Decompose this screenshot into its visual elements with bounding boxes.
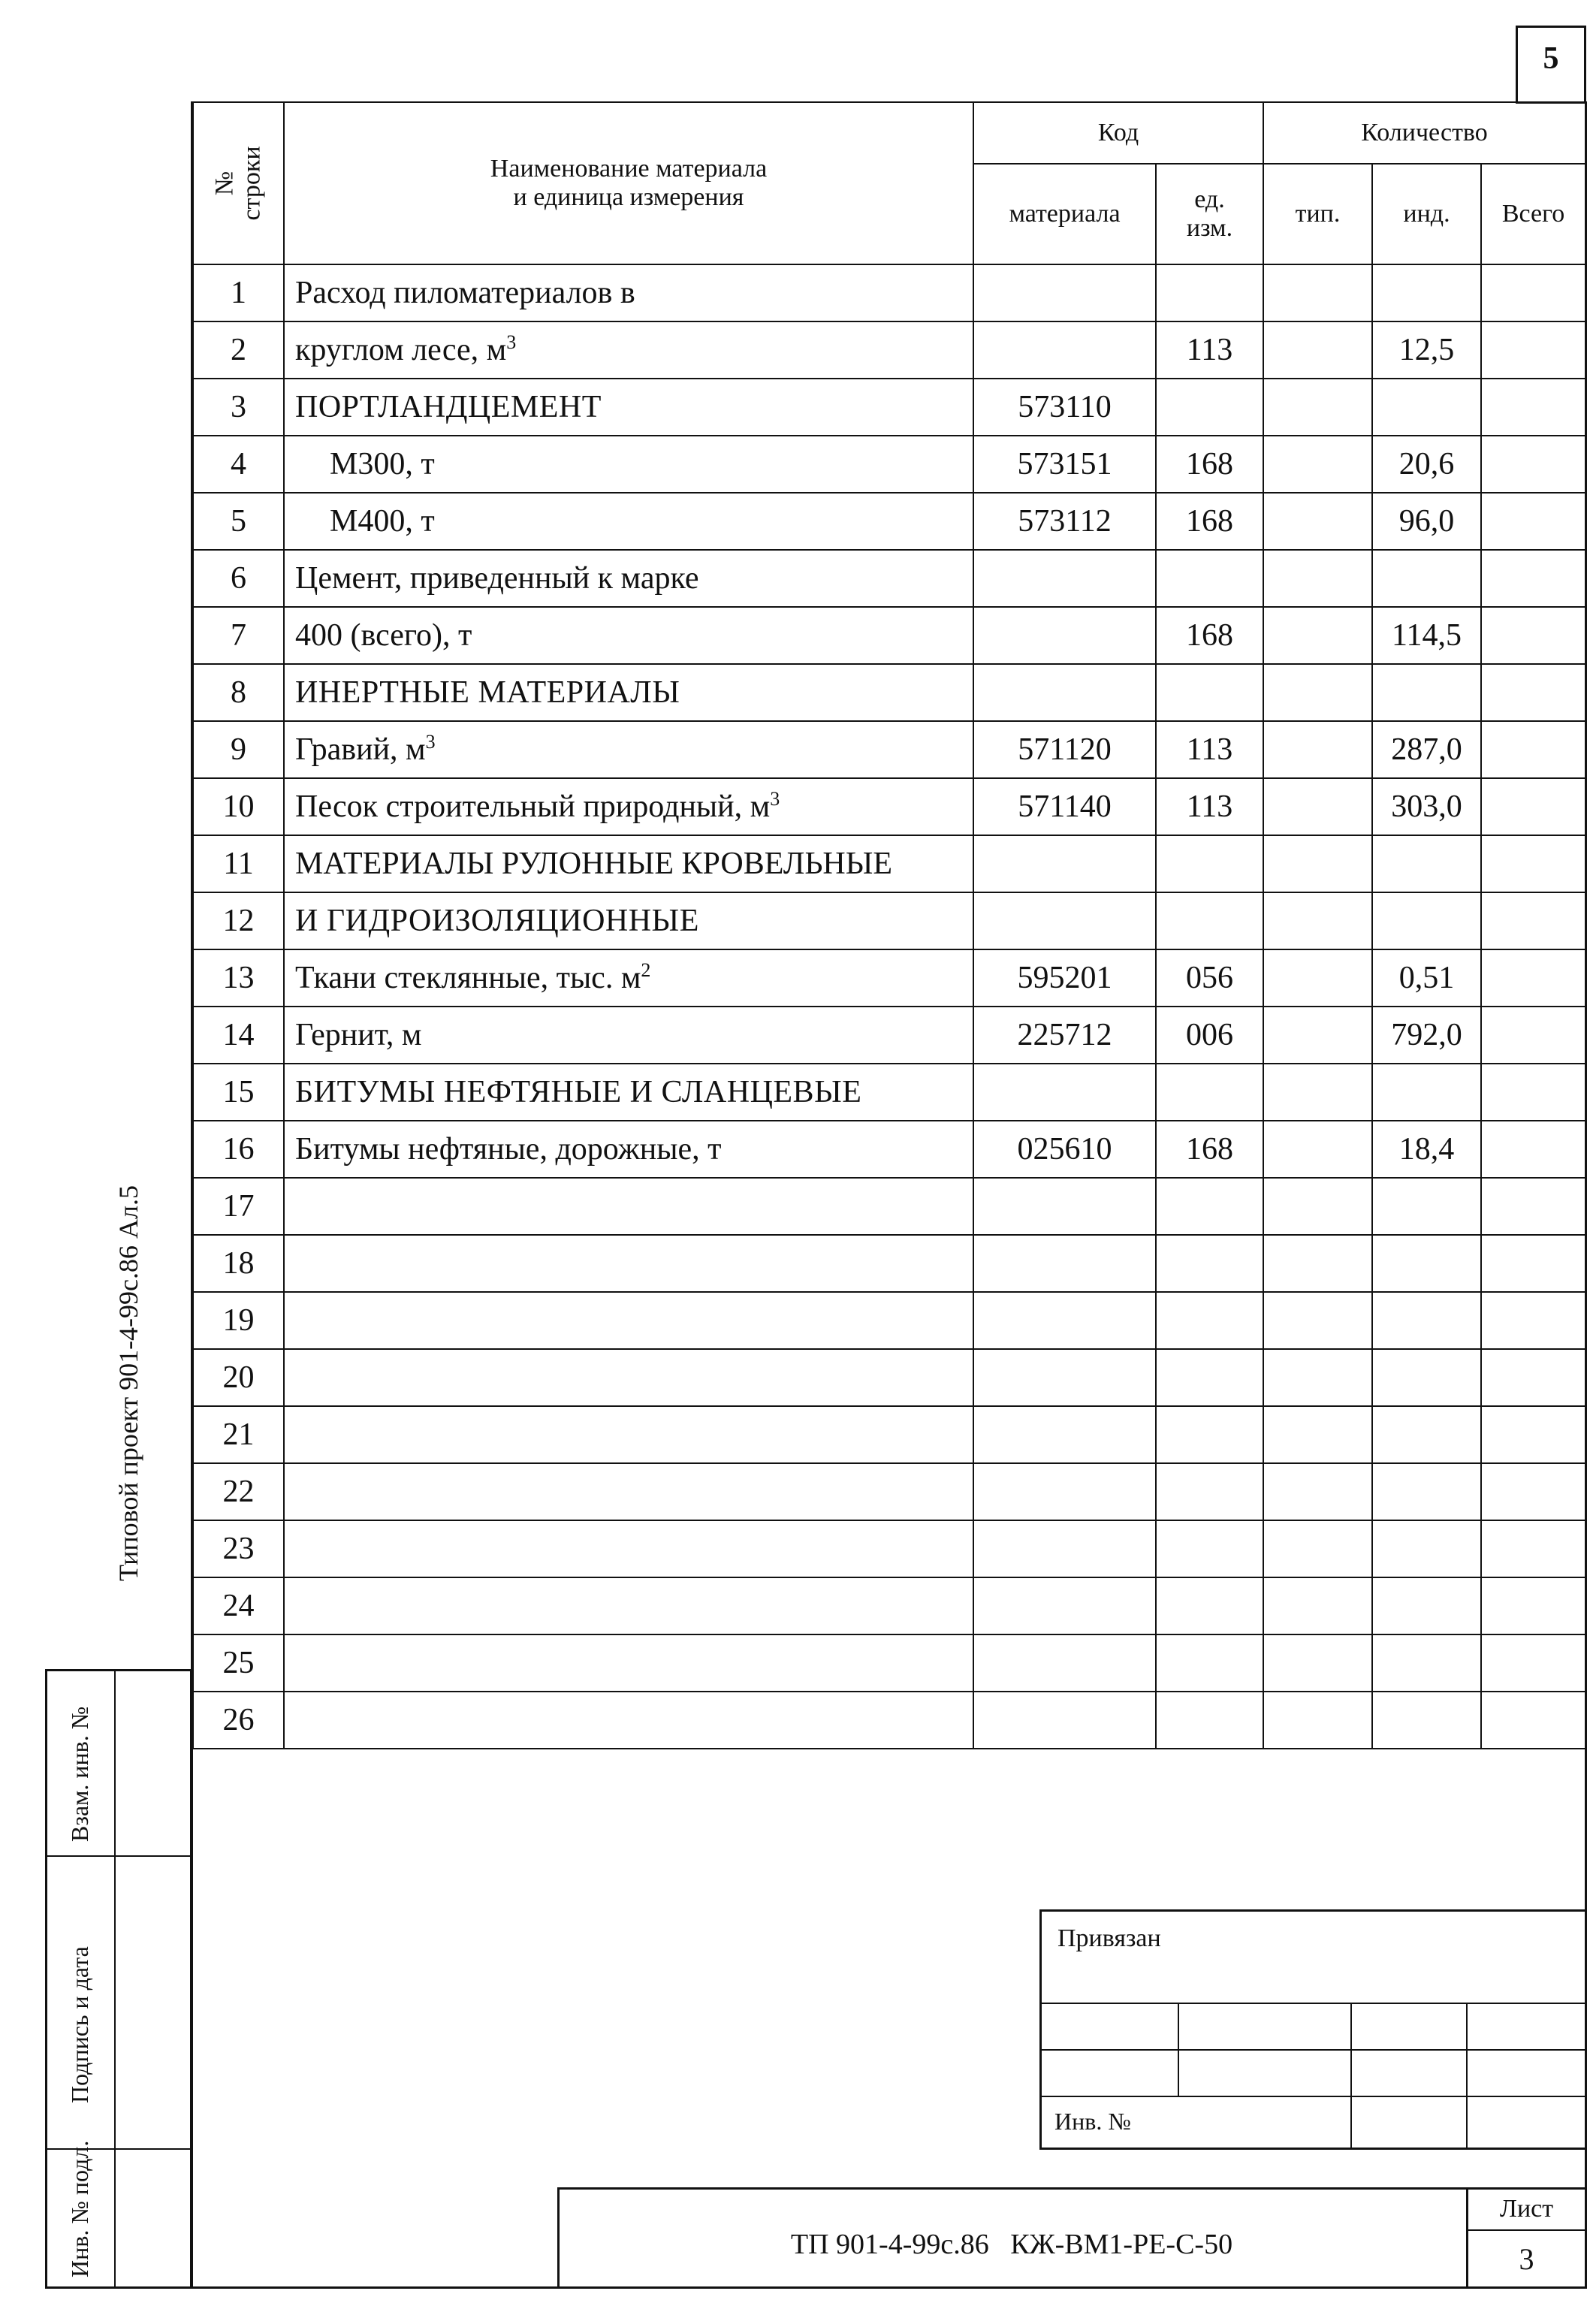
unit-code xyxy=(1156,1178,1263,1235)
material-name xyxy=(284,1406,973,1463)
unit-code xyxy=(1156,1463,1263,1520)
qty-total xyxy=(1481,1634,1585,1692)
material-code xyxy=(973,1406,1156,1463)
qty-ind xyxy=(1372,379,1481,436)
table-row xyxy=(193,721,1585,778)
unit-code xyxy=(1156,379,1263,436)
qty-typ xyxy=(1263,264,1372,321)
qty-ind xyxy=(1372,835,1481,892)
materials-table xyxy=(192,101,1586,1749)
qty-typ xyxy=(1263,1577,1372,1634)
unit-code xyxy=(1156,1406,1263,1463)
qty-total xyxy=(1481,1692,1585,1749)
qty-typ xyxy=(1263,1064,1372,1121)
qty-ind: 20,6 xyxy=(1372,436,1481,493)
header-row-number: № строки xyxy=(193,102,284,264)
material-name: круглом лесе, $м^3$ xyxy=(284,321,973,379)
row-number: 7 xyxy=(193,607,284,664)
header-qty-ind: инд. xyxy=(1372,164,1481,264)
table-row xyxy=(193,607,1585,664)
binding-line-3 xyxy=(1039,2096,1587,2097)
qty-total xyxy=(1481,436,1585,493)
qty-typ xyxy=(1263,835,1372,892)
material-code: 573112 xyxy=(973,493,1156,550)
table-row xyxy=(193,1292,1585,1349)
qty-ind: 303,0 xyxy=(1372,778,1481,835)
qty-total xyxy=(1481,1349,1585,1406)
qty-total xyxy=(1481,1178,1585,1235)
header-qty-typ: тип. xyxy=(1263,164,1372,264)
row-number: 24 xyxy=(193,1577,284,1634)
row-number: 2 xyxy=(193,321,284,379)
replacement-inv-label: Взам. инв. № xyxy=(66,1706,93,1842)
table-row xyxy=(193,1634,1585,1692)
row-number: 22 xyxy=(193,1463,284,1520)
unit-code xyxy=(1156,1064,1263,1121)
unit-code xyxy=(1156,1577,1263,1634)
row-number: 18 xyxy=(193,1235,284,1292)
qty-ind xyxy=(1372,1349,1481,1406)
row-number: 16 xyxy=(193,1121,284,1178)
unit-code: 113 xyxy=(1156,778,1263,835)
material-name xyxy=(284,1577,973,1634)
binding-vline-2 xyxy=(1350,2003,1352,2150)
material-name: ИНЕРТНЫЕ МАТЕРИАЛЫ xyxy=(284,664,973,721)
material-name: Расход пиломатериалов в xyxy=(284,264,973,321)
unit-code xyxy=(1156,892,1263,949)
qty-ind xyxy=(1372,1463,1481,1520)
row-number: 13 xyxy=(193,949,284,1007)
qty-ind xyxy=(1372,550,1481,607)
material-name: И ГИДРОИЗОЛЯЦИОННЫЕ xyxy=(284,892,973,949)
material-code xyxy=(973,1692,1156,1749)
table-row xyxy=(193,1064,1585,1121)
unit-code xyxy=(1156,1349,1263,1406)
material-code xyxy=(973,550,1156,607)
qty-typ xyxy=(1263,436,1372,493)
qty-typ xyxy=(1263,1007,1372,1064)
unit-code: 168 xyxy=(1156,1121,1263,1178)
qty-total xyxy=(1481,1577,1585,1634)
binding-vline-3 xyxy=(1466,2003,1468,2150)
material-name: Песок строительный природный, $м^3$ xyxy=(284,778,973,835)
unit-code xyxy=(1156,664,1263,721)
material-name: 400 (всего), т xyxy=(284,607,973,664)
qty-total xyxy=(1481,1406,1585,1463)
qty-ind: 18,4 xyxy=(1372,1121,1481,1178)
table-row xyxy=(193,1121,1585,1178)
qty-total xyxy=(1481,1121,1585,1178)
qty-typ xyxy=(1263,321,1372,379)
row-number: 5 xyxy=(193,493,284,550)
material-code: 573110 xyxy=(973,379,1156,436)
qty-ind xyxy=(1372,1634,1481,1692)
row-number: 26 xyxy=(193,1692,284,1749)
qty-ind xyxy=(1372,1406,1481,1463)
qty-total xyxy=(1481,721,1585,778)
qty-typ xyxy=(1263,1634,1372,1692)
qty-ind: 114,5 xyxy=(1372,607,1481,664)
material-code xyxy=(973,664,1156,721)
material-name xyxy=(284,1178,973,1235)
material-code xyxy=(973,1178,1156,1235)
qty-total xyxy=(1481,1064,1585,1121)
qty-typ xyxy=(1263,1692,1372,1749)
binding-line-1 xyxy=(1039,2003,1587,2004)
header-code-group: Код xyxy=(973,102,1263,164)
table-row xyxy=(193,1406,1585,1463)
sheet-label-line xyxy=(1466,2229,1587,2231)
qty-ind xyxy=(1372,892,1481,949)
unit-code xyxy=(1156,1520,1263,1577)
table-row xyxy=(193,1178,1585,1235)
qty-typ xyxy=(1263,1349,1372,1406)
left-stamp-divider xyxy=(114,1669,116,2289)
material-name: Битумы нефтяные, дорожные, т xyxy=(284,1121,973,1178)
table-row xyxy=(193,1692,1585,1749)
qty-ind xyxy=(1372,1178,1481,1235)
row-number: 14 xyxy=(193,1007,284,1064)
table-row xyxy=(193,1463,1585,1520)
qty-typ xyxy=(1263,949,1372,1007)
unit-code xyxy=(1156,1692,1263,1749)
material-name xyxy=(284,1634,973,1692)
qty-ind xyxy=(1372,1577,1481,1634)
binding-line-2 xyxy=(1039,2049,1587,2051)
table-row xyxy=(193,493,1585,550)
qty-typ xyxy=(1263,1463,1372,1520)
row-number: 15 xyxy=(193,1064,284,1121)
material-code xyxy=(973,1235,1156,1292)
qty-total xyxy=(1481,1007,1585,1064)
qty-total xyxy=(1481,607,1585,664)
row-number: 1 xyxy=(193,264,284,321)
material-code: 025610 xyxy=(973,1121,1156,1178)
row-number: 17 xyxy=(193,1178,284,1235)
material-name: Гравий, $м^3$ xyxy=(284,721,973,778)
material-code: 571120 xyxy=(973,721,1156,778)
margin-project-note: Типовой проект 901-4-99с.86 Ал.5 xyxy=(113,1185,143,1581)
unit-code xyxy=(1156,1634,1263,1692)
qty-typ xyxy=(1263,664,1372,721)
material-name xyxy=(284,1292,973,1349)
material-code: 571140 xyxy=(973,778,1156,835)
unit-code xyxy=(1156,550,1263,607)
qty-total xyxy=(1481,264,1585,321)
qty-ind xyxy=(1372,664,1481,721)
header-material-name: Наименование материала и единица измерения xyxy=(284,102,973,264)
qty-ind xyxy=(1372,1692,1481,1749)
sheet-label: Лист xyxy=(1499,2195,1554,2223)
material-name xyxy=(284,1520,973,1577)
sheet-number: 3 xyxy=(1519,2242,1534,2276)
material-name: Цемент, приведенный к марке xyxy=(284,550,973,607)
unit-code: 113 xyxy=(1156,321,1263,379)
qty-total xyxy=(1481,379,1585,436)
material-name: М400, т xyxy=(284,493,973,550)
qty-ind: 0,51 xyxy=(1372,949,1481,1007)
header-code-material: материала xyxy=(973,164,1156,264)
material-code xyxy=(973,321,1156,379)
row-number: 9 xyxy=(193,721,284,778)
header-quantity-group: Количество xyxy=(1263,102,1585,164)
material-name xyxy=(284,1463,973,1520)
unit-code xyxy=(1156,835,1263,892)
qty-total xyxy=(1481,1463,1585,1520)
table-row xyxy=(193,835,1585,892)
binding-vline-1 xyxy=(1178,2003,1179,2097)
qty-typ xyxy=(1263,892,1372,949)
qty-total xyxy=(1481,892,1585,949)
material-code xyxy=(973,607,1156,664)
qty-typ xyxy=(1263,1292,1372,1349)
material-code xyxy=(973,1292,1156,1349)
table-row xyxy=(193,1349,1585,1406)
qty-typ xyxy=(1263,1235,1372,1292)
document-designation: ТП 901-4-99с.86 КЖ-ВМ1-РЕ-С-50 xyxy=(790,2229,1233,2260)
page-number: 5 xyxy=(1543,41,1559,76)
table-row xyxy=(193,778,1585,835)
table-row xyxy=(193,949,1585,1007)
binding-inv-label: Инв. № xyxy=(1054,2108,1131,2135)
row-number: 23 xyxy=(193,1520,284,1577)
header-qty-total: Всего xyxy=(1481,164,1585,264)
qty-total xyxy=(1481,778,1585,835)
qty-total xyxy=(1481,550,1585,607)
unit-code xyxy=(1156,1292,1263,1349)
material-name: М300, т xyxy=(284,436,973,493)
binding-tied-label: Привязан xyxy=(1057,1924,1161,1952)
material-name xyxy=(284,1692,973,1749)
unit-code: 168 xyxy=(1156,493,1263,550)
table-row xyxy=(193,436,1585,493)
unit-code xyxy=(1156,264,1263,321)
table-row xyxy=(193,664,1585,721)
row-number: 19 xyxy=(193,1292,284,1349)
original-inv-label: Инв. № подл. xyxy=(66,2140,93,2277)
qty-ind: 287,0 xyxy=(1372,721,1481,778)
qty-typ xyxy=(1263,1406,1372,1463)
material-code xyxy=(973,1520,1156,1577)
qty-typ xyxy=(1263,379,1372,436)
table-row xyxy=(193,379,1585,436)
material-code xyxy=(973,1577,1156,1634)
qty-ind xyxy=(1372,1520,1481,1577)
qty-typ xyxy=(1263,778,1372,835)
table-row xyxy=(193,1007,1585,1064)
material-name: МАТЕРИАЛЫ РУЛОННЫЕ КРОВЕЛЬНЫЕ xyxy=(284,835,973,892)
material-name: ПОРТЛАНДЦЕМЕНТ xyxy=(284,379,973,436)
qty-ind: 96,0 xyxy=(1372,493,1481,550)
material-code: 595201 xyxy=(973,949,1156,1007)
material-name xyxy=(284,1235,973,1292)
row-number: 25 xyxy=(193,1634,284,1692)
row-number: 4 xyxy=(193,436,284,493)
qty-ind xyxy=(1372,264,1481,321)
qty-total xyxy=(1481,664,1585,721)
unit-code xyxy=(1156,1235,1263,1292)
qty-typ xyxy=(1263,493,1372,550)
table-row xyxy=(193,1520,1585,1577)
row-number: 10 xyxy=(193,778,284,835)
qty-typ xyxy=(1263,1121,1372,1178)
qty-typ xyxy=(1263,721,1372,778)
row-number: 8 xyxy=(193,664,284,721)
qty-typ xyxy=(1263,1520,1372,1577)
material-name: Гернит, м xyxy=(284,1007,973,1064)
qty-total xyxy=(1481,1235,1585,1292)
qty-total xyxy=(1481,1520,1585,1577)
qty-ind: 12,5 xyxy=(1372,321,1481,379)
material-code xyxy=(973,835,1156,892)
unit-code: 113 xyxy=(1156,721,1263,778)
material-code xyxy=(973,1463,1156,1520)
material-name: Ткани стеклянные, тыс. $м^2$ xyxy=(284,949,973,1007)
qty-typ xyxy=(1263,607,1372,664)
material-code xyxy=(973,1634,1156,1692)
material-code: 573151 xyxy=(973,436,1156,493)
material-code xyxy=(973,1349,1156,1406)
signature-date-label: Подпись и дата xyxy=(66,1946,93,2103)
qty-total xyxy=(1481,835,1585,892)
row-number: 12 xyxy=(193,892,284,949)
header-code-unit: ед. изм. xyxy=(1156,164,1263,264)
unit-code: 006 xyxy=(1156,1007,1263,1064)
material-code xyxy=(973,892,1156,949)
qty-total xyxy=(1481,1292,1585,1349)
unit-code: 168 xyxy=(1156,436,1263,493)
material-code: 225712 xyxy=(973,1007,1156,1064)
table-row xyxy=(193,892,1585,949)
material-name: БИТУМЫ НЕФТЯНЫЕ И СЛАНЦЕВЫЕ xyxy=(284,1064,973,1121)
table-row xyxy=(193,550,1585,607)
qty-ind: 792,0 xyxy=(1372,1007,1481,1064)
qty-total xyxy=(1481,321,1585,379)
qty-typ xyxy=(1263,550,1372,607)
table-row xyxy=(193,1235,1585,1292)
qty-ind xyxy=(1372,1064,1481,1121)
table-row xyxy=(193,264,1585,321)
row-number: 20 xyxy=(193,1349,284,1406)
qty-total xyxy=(1481,949,1585,1007)
qty-ind xyxy=(1372,1292,1481,1349)
row-number: 21 xyxy=(193,1406,284,1463)
material-code xyxy=(973,1064,1156,1121)
unit-code: 056 xyxy=(1156,949,1263,1007)
left-stamp-row-line-1 xyxy=(45,1855,192,1857)
unit-code: 168 xyxy=(1156,607,1263,664)
table-row xyxy=(193,1577,1585,1634)
row-number: 6 xyxy=(193,550,284,607)
material-name xyxy=(284,1349,973,1406)
qty-ind xyxy=(1372,1235,1481,1292)
row-number: 3 xyxy=(193,379,284,436)
material-code xyxy=(973,264,1156,321)
table-row xyxy=(193,321,1585,379)
row-number: 11 xyxy=(193,835,284,892)
qty-typ xyxy=(1263,1178,1372,1235)
qty-total xyxy=(1481,493,1585,550)
